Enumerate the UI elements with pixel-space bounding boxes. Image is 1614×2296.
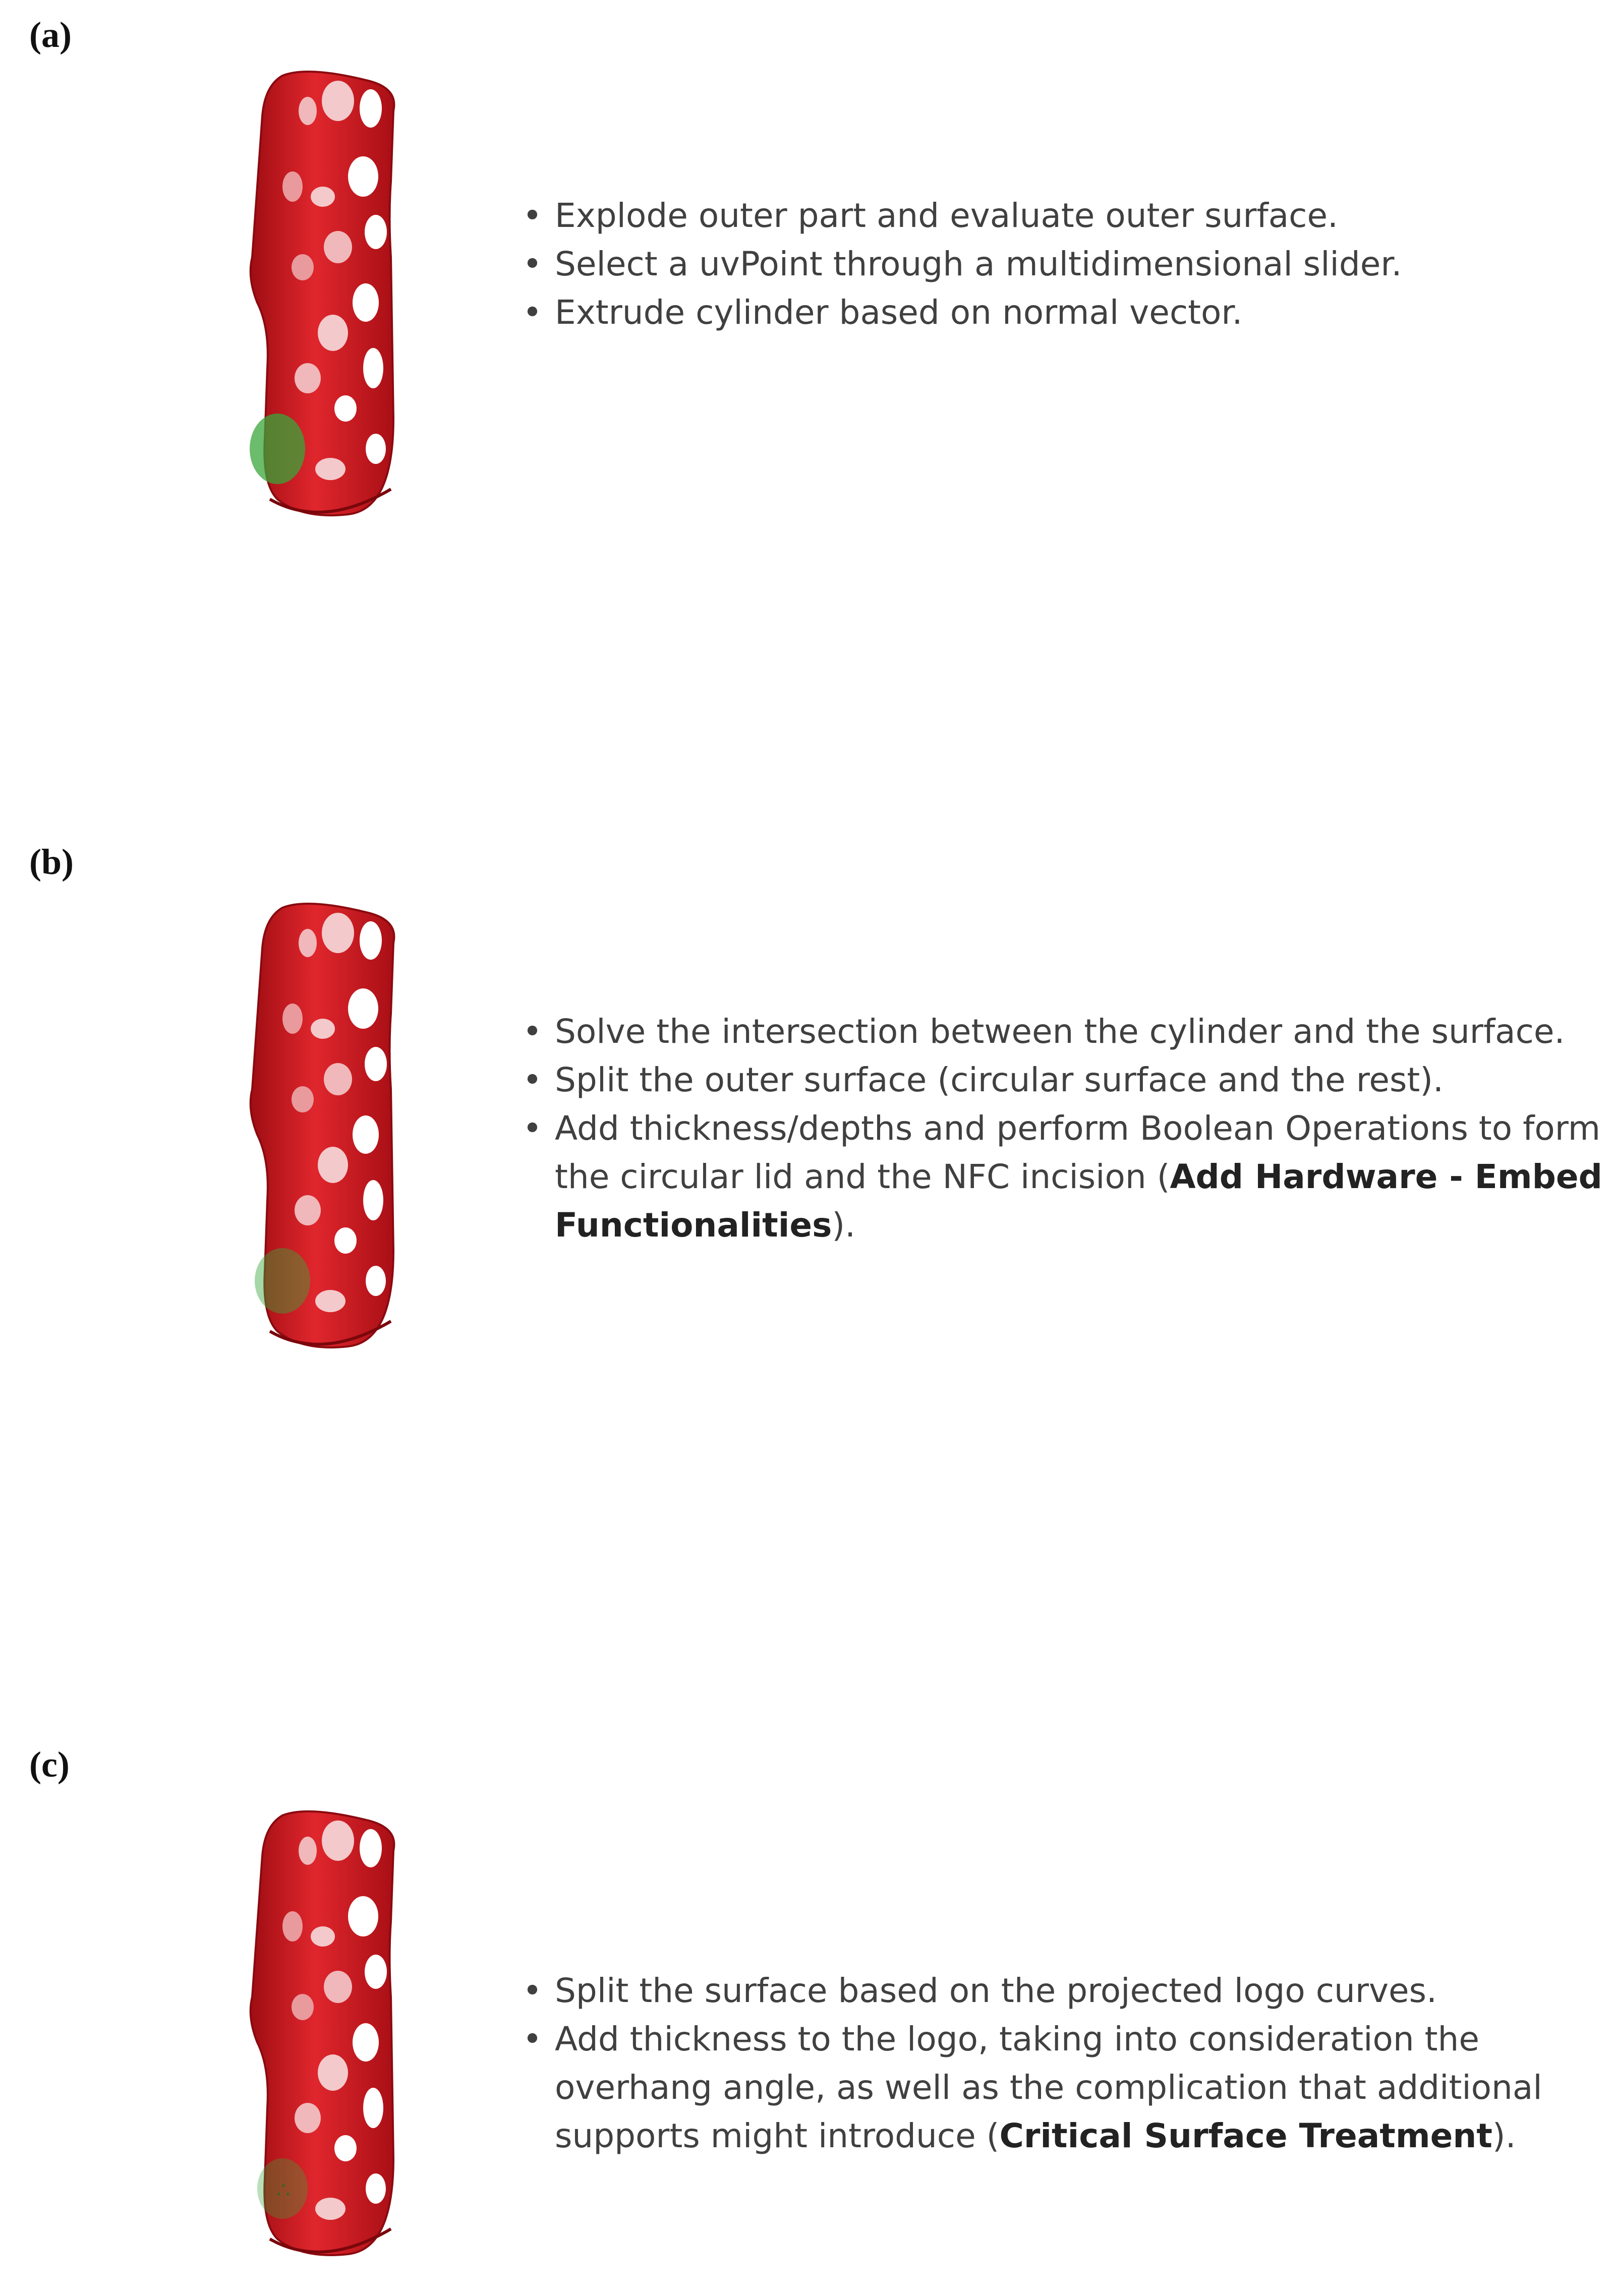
bullet-item: • Add thickness/depths and perform Boolean Operations to form the circular lid and the NFC incision (Add Hardware - Embed Functionalities). <box>523 1109 1602 1245</box>
bullet-item: • Add thickness to the logo, taking into consideration the overhang angle, as well as the complication that additional supports might introduce (Critical Surface Treatment). <box>523 2020 1542 2155</box>
bullet-list-c <box>520 1967 1542 2160</box>
panel-label-c: (c) <box>29 1744 70 1785</box>
bullet-item: • Explode outer part and evaluate outer surface. <box>523 196 1339 235</box>
panel-label-a: (a) <box>29 15 72 55</box>
bullet-list-a <box>520 192 1402 337</box>
bullet-list-b <box>520 1008 1602 1250</box>
bullet-item: • Split the surface based on the projected logo curves. <box>523 1971 1437 2010</box>
wrist-cast-c <box>212 1805 444 2269</box>
bold-emphasis: Add Hardware - Embed <box>1170 1157 1602 1196</box>
panel-label-b: (b) <box>29 842 74 882</box>
bullet-item: • Solve the intersection between the cylinder and the surface. <box>523 1012 1565 1051</box>
logo-glyph: ∴ <box>276 2177 291 2203</box>
bold-emphasis: Functionalities <box>555 1206 832 1245</box>
bullet-item: • Select a uvPoint through a multidimensional slider. <box>523 245 1402 283</box>
bullet-item: • Extrude cylinder based on normal vector. <box>523 293 1243 332</box>
wrist-cast-a <box>212 66 444 529</box>
circular-lid-highlight <box>255 1248 310 1314</box>
wrist-cast-b <box>212 898 444 1362</box>
bold-emphasis: Critical Surface Treatment <box>999 2116 1492 2155</box>
uv-point-highlight <box>250 414 305 484</box>
bullet-item: • Split the outer surface (circular surface and the rest). <box>523 1061 1444 1099</box>
